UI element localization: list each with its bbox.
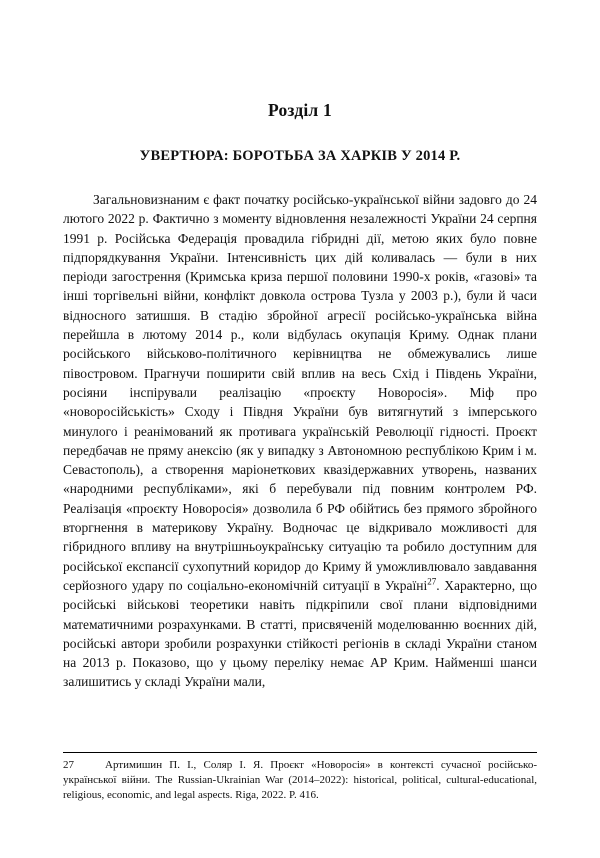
footnote-reference: 27 xyxy=(427,576,437,587)
footnote-number: 27 xyxy=(63,759,74,771)
chapter-heading: Розділ 1 xyxy=(268,100,332,120)
section-title: УВЕРТЮРА: БОРОТЬБА ЗА ХАРКІВ У 2014 Р. xyxy=(139,148,461,164)
body-paragraph xyxy=(63,190,537,692)
body-text-part2: . Характерно, що російські військові теоретики навіть підкріпили свої плани відповідними математичними розрахунками. В статті, присвяченій моделюванню воєнних дій, російські автори зробили розрахунки стійкості регіонів в складі України станом на 2013 р. Показово, що у цьому переліку немає АР Крим. Найменші шанси залишитись у складі України мали, xyxy=(63,577,537,690)
footnote-area xyxy=(63,752,537,802)
footnote-text: Артимишин П. І., Соляр І. Я. Проєкт «Новоросія» в контексті сучасної російсько-української війни. The Russian-Ukrainian War (2014–2022): historical, political, cultural-educational, religious, economic, and legal aspects. Riga, 2022. P. 416. xyxy=(63,759,537,801)
body-text-part1: Загальновизнаним є факт початку російсько-української війни задовго до 24 лютого 2022 р. Фактично з моменту відновлення незалежності України 24 серпня 1991 р. Російська Федерація провадила гібридні дії, метою яких було повне підпорядкування України. Інтенсивність цих дій коливалась — були в них періоди загострення (Кримська криза першої половини 1990-х років, «газові» та інші торгівельні війни, конфлікт довкола острова Тузла у 2003 р.), були й часи відносного затишшя. В стадію збройної агресії російсько-українська війна перейшла в лютому 2014 р., коли відбулась окупація Криму. Однак плани російського військово-політичного керівництва не обмежувались лише півостровом. Прагнучи поширити свій вплив на весь Схід і Південь України, росіяни інспірували реалізацію «проєкту Новоросія». Міф про «новоросійськість» Сходу і Півдня України був витягнутий з імперського минулого і реанімований як противага українській Революції гідності. Проєкт передбачав не пряму анексію (як у випадку з Автономною республікою Крим і м. Севастополь), а створення маріонеткових квазідержавних утворень, названих «народними республіками», які б перебували під повним контролем РФ. Реалізація «проєкту Новоросія» дозволила б РФ обійтись без прямого збройного вторгнення в материкову Україну. Водночас це відкривало можливості для гібридного впливу на внутрішньоукраїнську ситуацію та робило доступним для російської експансії сухопутний коридор до Криму й уможливлювало завдавання серйозного удару по соціально-економічній ситуації в Україні xyxy=(63,192,537,593)
footnote-divider xyxy=(63,752,537,753)
footnote xyxy=(63,758,537,802)
